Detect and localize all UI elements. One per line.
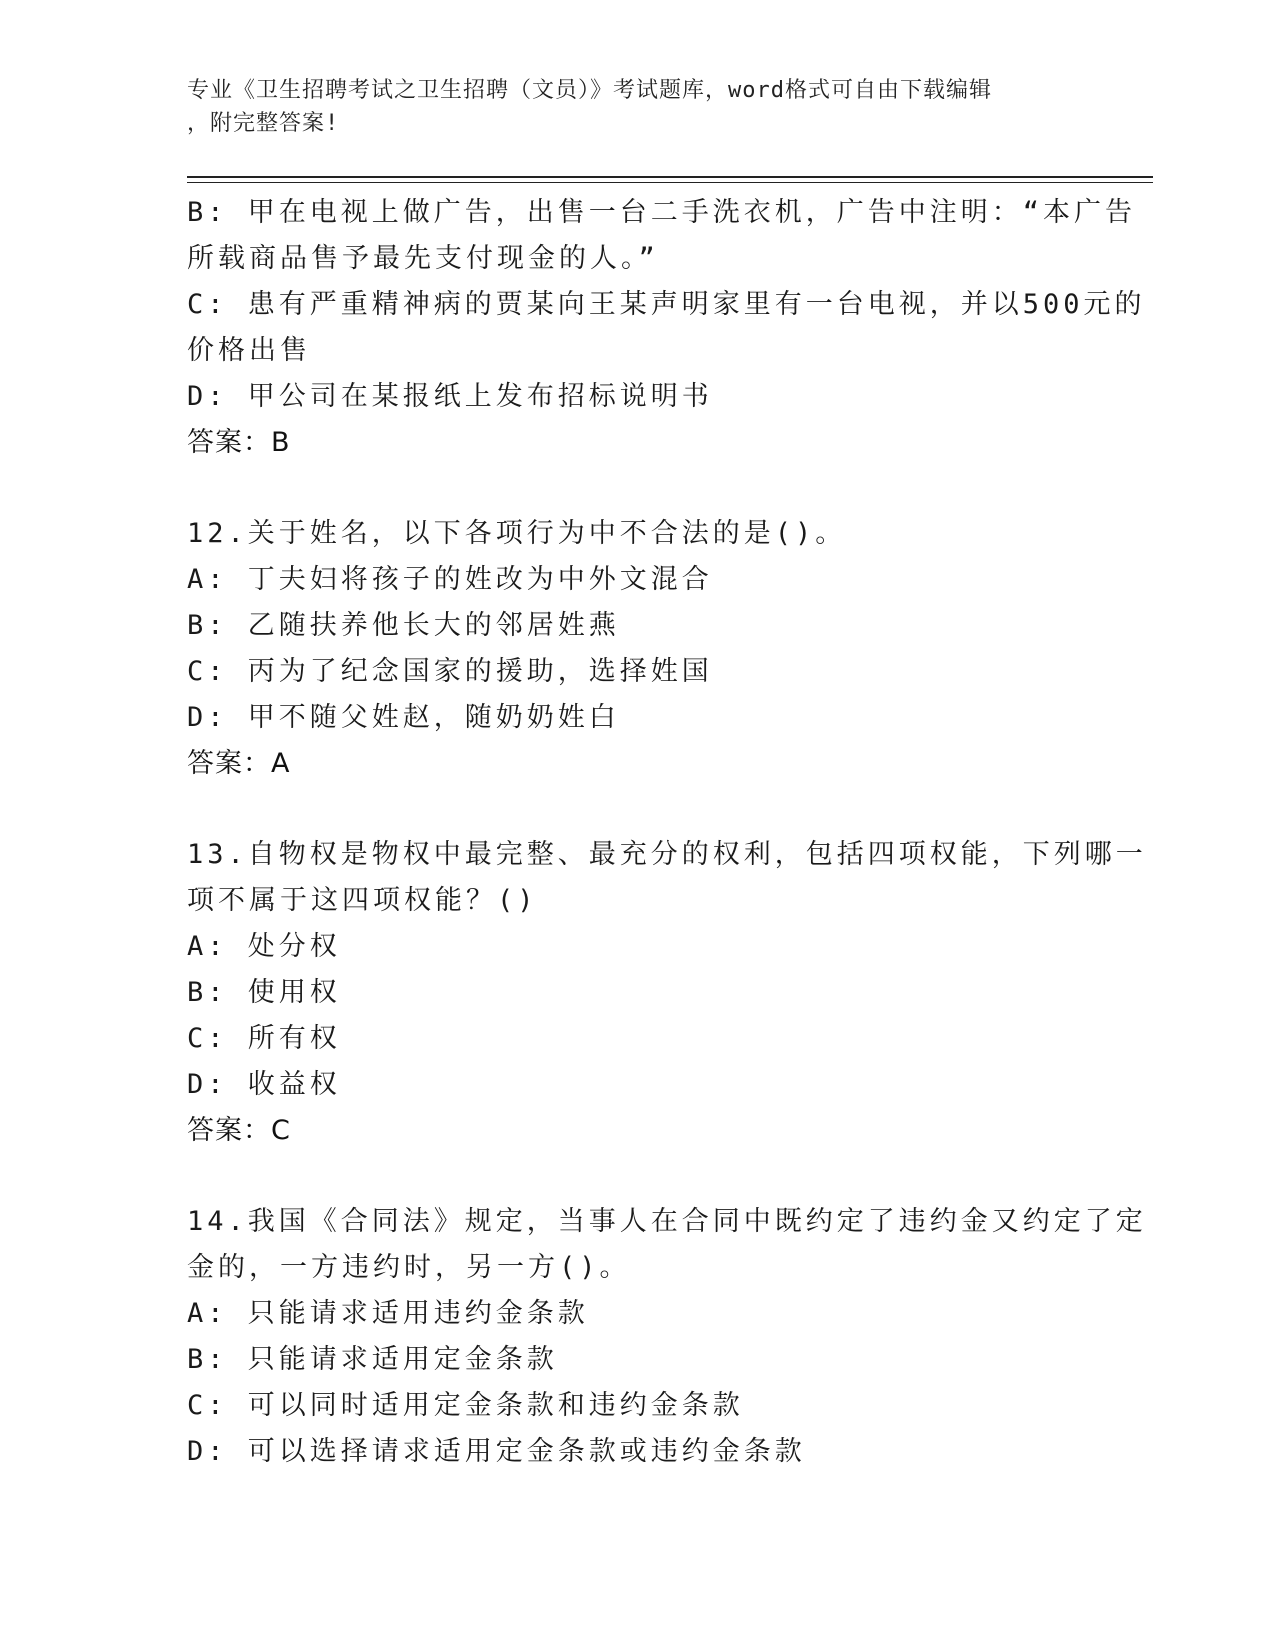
option-b: B: 乙随扶养他长大的邻居姓燕 [187, 610, 620, 641]
option-b-line-1: B: 甲在电视上做广告，出售一台二手洗衣机，广告中注明：“本广告 [187, 197, 1137, 228]
option-c-line-1: C: 患有严重精神病的贾某向王某声明家里有一台电视，并以500元的 [187, 289, 1146, 320]
spacer [187, 787, 1087, 832]
option-c: C: 所有权 [187, 1023, 341, 1054]
spacer [187, 1154, 1087, 1199]
question-text-line-1: 13.自物权是物权中最完整、最充分的权利，包括四项权能，下列哪一 [187, 839, 1147, 870]
answer-label: 答案：C [187, 1115, 291, 1146]
option-d: D: 收益权 [187, 1069, 341, 1100]
spacer [187, 466, 1087, 511]
question-13 [187, 832, 1147, 1154]
question-text-line-1: 14.我国《合同法》规定，当事人在合同中既约定了违约金又约定了定 [187, 1206, 1147, 1237]
option-b: B: 只能请求适用定金条款 [187, 1344, 558, 1375]
option-a: A: 处分权 [187, 931, 341, 962]
header-title-continuation: ，附完整答案! [187, 111, 340, 136]
option-c-line-2: 价格出售 [187, 335, 311, 366]
header-divider-thick [187, 176, 1153, 178]
header-divider-thin [187, 182, 1153, 183]
document-header [187, 74, 1087, 140]
question-12 [187, 511, 1087, 787]
option-a: A: 丁夫妇将孩子的姓改为中外文混合 [187, 564, 713, 595]
answer-label: 答案：B [187, 427, 291, 458]
header-title-line: 专业《卫生招聘考试之卫生招聘（文员）》考试题库，word格式可自由下载编辑 [187, 78, 992, 103]
option-d: D: 甲公司在某报纸上发布招标说明书 [187, 381, 713, 412]
option-c: C: 丙为了纪念国家的援助，选择姓国 [187, 656, 713, 687]
question-text: 12.关于姓名，以下各项行为中不合法的是()。 [187, 518, 847, 549]
option-a: A: 只能请求适用违约金条款 [187, 1298, 589, 1329]
question-list [187, 190, 1147, 1475]
option-b-line-2: 所载商品售予最先支付现金的人。” [187, 243, 659, 274]
question-11 [187, 190, 1146, 466]
question-14 [187, 1199, 1147, 1475]
option-c: C: 可以同时适用定金条款和违约金条款 [187, 1390, 744, 1421]
question-text-line-2: 金的，一方违约时，另一方()。 [187, 1252, 631, 1283]
option-d: D: 可以选择请求适用定金条款或违约金条款 [187, 1436, 806, 1467]
option-d: D: 甲不随父姓赵，随奶奶姓白 [187, 702, 620, 733]
question-text-line-2: 项不属于这四项权能？() [187, 885, 538, 916]
option-b: B: 使用权 [187, 977, 341, 1008]
answer-label: 答案：A [187, 748, 291, 779]
